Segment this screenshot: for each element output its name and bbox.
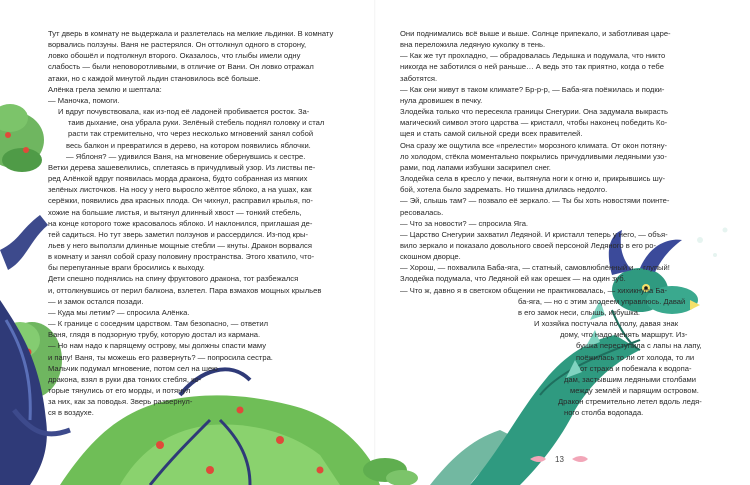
text-line: нула дровишек в печку.	[400, 95, 483, 105]
text-line: Алёнка грела землю и шептала:	[48, 84, 162, 94]
text-line: и папу! Ваня, ты можешь его развернуть? — попросила сестра.	[48, 352, 273, 362]
text-line: скошном дворце.	[400, 252, 461, 262]
text-line: в его замок неси, слышь, избушка.	[518, 307, 641, 317]
text-line: дому, что надо менять маршрут. Из-	[560, 330, 688, 340]
text-line: за них, как за поводья. Зверь развернул-	[48, 397, 193, 407]
text-line: Они поднимались всё выше и выше. Солнце припекало, и заботливая царе-	[400, 29, 671, 38]
text-line: тей садиться. Но тут зверь заметил ползунов и рассердился. Из-под кры-	[48, 229, 309, 239]
text-line: дам, застывшим ледяными столбами	[564, 374, 697, 384]
text-line: Злодейка подумала, что Ледяной ей как орешек — на один зуб.	[400, 274, 626, 284]
text-line: от страха и побежала к водопа-	[580, 363, 692, 373]
text-line: ся в воздухе.	[48, 408, 94, 418]
text-line: серёжки, появились два красных плода. Он чихнул, расправил крылья, по-	[48, 196, 313, 206]
text-line: Мальчик подумал мгновение, потом сел на шею	[48, 363, 218, 373]
text-line: бой, хотела было задремать. Но тишина длилась недолго.	[400, 185, 608, 195]
text-line: между землёй и парящим островом.	[570, 386, 699, 395]
text-line: весь балкон и превратился в дерево, на котором появились яблочки.	[66, 140, 311, 150]
text-line: И хозяйка постучала по полу, давая знак	[534, 319, 679, 329]
text-line: таив дыхание, она убрала руки. Зелёный стебель поднял головку и стал	[68, 118, 325, 128]
text-line: магический символ этого царства — кристалл, чтобы наконец победить Ко-	[400, 118, 668, 128]
text-line: бушка переступила с лапы на лапу,	[576, 341, 702, 351]
text-line: Ваня, глядя в подзорную трубу, которую достал из кармана.	[48, 330, 261, 340]
text-line: расти так стремительно, что через несколько мгновений занял собой	[68, 129, 314, 139]
text-line: в комнату и занял собой сразу половину пространства. Этого хватило, что-	[48, 252, 315, 262]
text-line: Она сразу же ощутила все «прелести» морозного климата. От окон потяну-	[400, 140, 668, 150]
text-line: И вдруг почувствовала, как из-под её ладоней пробивается росток. За-	[58, 107, 310, 117]
text-line: никогда не заботился о ней раньше… А ведь это так приятно, когда о тебе	[400, 62, 664, 72]
text-line: ба-яга, — но с этим злодеем управлюсь. Давай	[518, 296, 686, 306]
text-line: поёжилась то ли от холода, то ли	[576, 352, 695, 362]
text-line: Дети спешно поднялись на спину фруктового дракона, тот разбежался	[48, 274, 299, 284]
text-line: Тут дверь в комнату не выдержала и разлетелась на мелкие льдинки. В комнату	[48, 29, 334, 38]
text-line: Ветки дерева зашевелились, сплетаясь в причудливый узор. Из листвы пе-	[48, 162, 316, 172]
text-line: ловко обошёл и подтолкнул второго. Оказалось, что глыбы имели одну	[48, 51, 301, 61]
text-line: Дракон стремительно летел вдоль ледя-	[558, 397, 702, 407]
text-line: — Эй, слышь там? — позвало её зеркало. — Ты бы хоть новостями поинте-	[400, 196, 670, 206]
text-line: ред Алёнкой вдруг появилась морда дракона, будто собранная из мягких	[48, 174, 308, 184]
text-line: хожие на большие листья, и вытянул длинный хвост — тонкий стебель,	[48, 207, 302, 217]
text-line: щея и стать самой сильной среди всех правителей.	[400, 129, 583, 139]
text-line: ло холодом, стёкла моментально покрылись причудливыми ледяными узо-	[400, 151, 667, 161]
text-line: зелёных листочков. На носу у него выросло жёлтое яблоко, а на ушах, как	[48, 185, 312, 195]
text-line: вило зеркало и показало довольного своей персоной Ледяного в его ро-	[400, 240, 656, 250]
text-line: торые тянулись от его морды, и потянул	[48, 386, 191, 395]
text-line: бы перепуганные враги бросились к выходу.	[48, 263, 205, 273]
text-line: дракона, взял в руки два тонких стебля, ко-	[48, 374, 202, 384]
text-line: — Как они живут в таком климате? Бр-р-р, — Баба-яга поёжилась и подки-	[400, 84, 665, 94]
text-line: ресовалась.	[400, 207, 444, 217]
text-line: атаки, но с каждой минутой льдин становилось всё больше.	[48, 73, 261, 83]
text-line: Злодейка только что пересекла границы Снегурии. Она задумала выкрасть	[400, 107, 668, 117]
text-line: — Что за новости? — спросила Яга.	[400, 218, 529, 228]
text-line: — Куда мы летим? — спросила Алёнка.	[48, 307, 190, 317]
text-line: вна переложила ледяную куколку в тень.	[400, 40, 546, 50]
text-line: — Но нам надо к парящему острову, мы должны спасти маму	[48, 341, 266, 351]
text-line: на конце которого тоже красовалось яблоко. И наклонился, приглашая де-	[48, 218, 313, 228]
text-line: — и замок остался позади.	[48, 296, 144, 306]
left-page-text	[48, 28, 360, 418]
text-line: ворвались ползуны. Ваня не растерялся. Он оттолкнул одного в сторону,	[48, 40, 307, 50]
text-line: льев у него выползли длинные мощные стебли — кнуты. Дракон ворвался	[48, 240, 312, 250]
text-line: — Как же тут прохладно, — обрадовалась Ледышка и подумала, что никто	[400, 51, 666, 61]
text-line: — Хорош, — похвалила Баба-яга, — статный, самовлюблённый и… глупый!	[400, 263, 670, 273]
text-line: — Что ж, давно я в светском общении не практиковалась, — хихикнула Ба-	[400, 285, 668, 295]
text-line: — Царство Снегурии захватил Ледяной. И кристалл теперь у него, — объя-	[400, 229, 668, 239]
text-line: — Маночка, помоги.	[48, 95, 120, 105]
text-line: рами, под лапами избушки заскрипел снег.	[400, 162, 551, 172]
right-page-text	[400, 28, 716, 418]
page-number: 13	[555, 455, 564, 464]
text-line: заботятся.	[400, 73, 438, 83]
text-line: Злодейка села в кресло у печки, вытянула ноги к огню и, прикрывшись шу-	[400, 174, 666, 184]
text-line: и, оттолкнувшись от перил балкона, взлетел. Пара взмахов мощных крыльев	[48, 285, 322, 295]
text-line: — Яблоня? — удивился Ваня, на мгновение обернувшись к сестре.	[66, 151, 306, 161]
text-line: ного столба водопада.	[564, 408, 644, 418]
text-line: — К границе с соседним царством. Там безопасно, — ответил	[48, 319, 269, 329]
text-line: слабость — были неповоротливыми, в отличие от Вани. Он ловко отражал	[48, 62, 314, 72]
